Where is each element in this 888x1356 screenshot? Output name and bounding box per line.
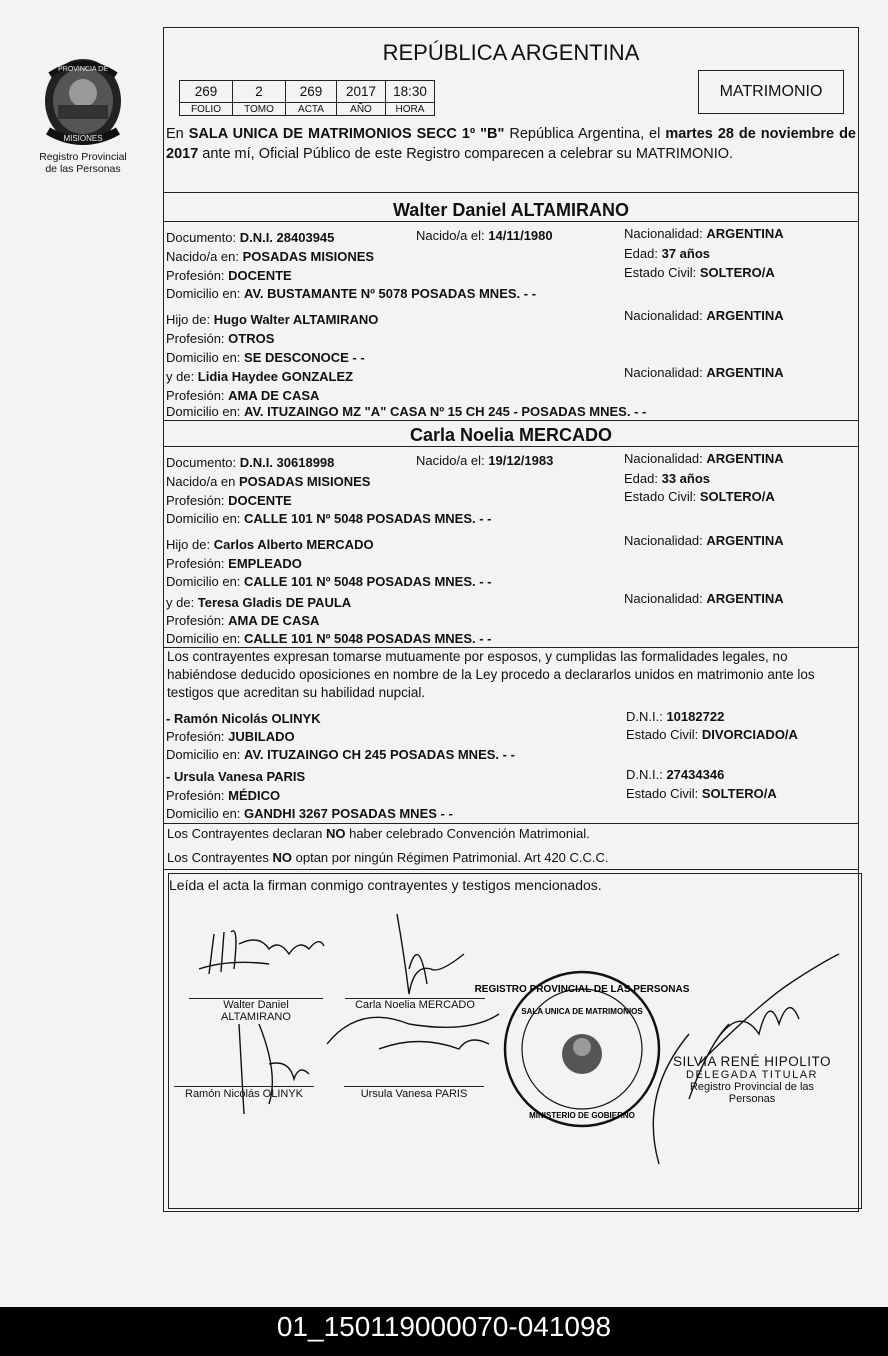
year-label: AÑO bbox=[337, 103, 386, 116]
spouse1-father-address: Domicilio en: SE DESCONOCE - - bbox=[166, 350, 365, 365]
province-seal-icon bbox=[38, 55, 128, 147]
record-meta-table bbox=[179, 80, 435, 116]
svg-text:SALA UNICA DE MATRIMONIOS: SALA UNICA DE MATRIMONIOS bbox=[521, 1007, 643, 1016]
spouse2-name: Carla Noelia MERCADO bbox=[409, 425, 613, 445]
spouse1-profession: Profesión: DOCENTE bbox=[166, 268, 292, 283]
witness2-civil-status: Estado Civil: SOLTERO/A bbox=[626, 786, 777, 801]
official-stamp-icon bbox=[475, 972, 690, 1126]
divider bbox=[164, 823, 858, 824]
convention-statement: Los Contrayentes declaran NO haber celebrado Convención Matrimonial. bbox=[167, 826, 590, 841]
spouse2-father-profession: Profesión: EMPLEADO bbox=[166, 556, 302, 571]
divider bbox=[164, 221, 858, 222]
svg-text:PROVINCIA DE: PROVINCIA DE bbox=[58, 66, 108, 73]
spouse2-nationality: Nacionalidad: ARGENTINA bbox=[624, 451, 784, 466]
sig1-label: Walter Daniel ALTAMIRANO bbox=[221, 999, 291, 1023]
registry-label: Registro Provincial de las Personas bbox=[39, 151, 127, 175]
certificate-frame bbox=[163, 27, 859, 1212]
spouse1-birthdate: Nacido/a el: 14/11/1980 bbox=[416, 228, 553, 243]
sig3-label: Ramón Nicolás OLINYK bbox=[185, 1088, 303, 1100]
folio-label: FOLIO bbox=[180, 103, 233, 116]
spouse1-age: Edad: 37 años bbox=[624, 246, 711, 261]
hour-label: HORA bbox=[386, 103, 435, 116]
signature-ursula bbox=[327, 1014, 499, 1049]
svg-text:MISIONES: MISIONES bbox=[63, 134, 103, 143]
spouse2-mother: y de: Teresa Gladis DE PAULA bbox=[166, 595, 352, 610]
acta-value: 269 bbox=[286, 81, 337, 103]
spouse2-mother-profession: Profesión: AMA DE CASA bbox=[166, 613, 320, 628]
svg-text:REGISTRO PROVINCIAL DE LAS PER: REGISTRO PROVINCIAL DE LAS PERSONAS bbox=[474, 984, 690, 995]
spouse1-civil-status: Estado Civil: SOLTERO/A bbox=[624, 265, 775, 280]
spouse1-name: Walter Daniel ALTAMIRANO bbox=[392, 200, 629, 220]
divider bbox=[164, 420, 858, 421]
divider bbox=[164, 446, 858, 447]
witness1-name: - Ramón Nicolás OLINYK bbox=[166, 711, 321, 726]
record-type-box: MATRIMONIO bbox=[698, 70, 844, 114]
acta-label: ACTA bbox=[286, 103, 337, 116]
intro-paragraph: En SALA UNICA DE MATRIMONIOS SECC 1º "B" República Argentina, el martes 28 de noviembre de 2017 ante mí, Oficial Público de este Registro comparecen a celebrar su MATRIMONIO. bbox=[166, 126, 856, 162]
svg-text:MINISTERIO DE GOBIERNO: MINISTERIO DE GOBIERNO bbox=[529, 1111, 635, 1120]
divider bbox=[164, 192, 858, 193]
witness2-profession: Profesión: MÉDICO bbox=[166, 788, 281, 803]
spouse1-father-profession: Profesión: OTROS bbox=[166, 331, 275, 346]
tomo-label: TOMO bbox=[233, 103, 286, 116]
spouse2-father-nationality: Nacionalidad: ARGENTINA bbox=[624, 533, 784, 548]
spouse2-address: Domicilio en: CALLE 101 Nº 5048 POSADAS MNES. - - bbox=[166, 511, 492, 526]
witness1-civil-status: Estado Civil: DIVORCIADO/A bbox=[626, 727, 798, 742]
sig2-label: Carla Noelia MERCADO bbox=[355, 999, 475, 1011]
spouse1-mother-nationality: Nacionalidad: ARGENTINA bbox=[624, 365, 784, 380]
spouse1-nationality: Nacionalidad: ARGENTINA bbox=[624, 226, 784, 241]
spouse1-document: Documento: D.N.I. 28403945 bbox=[166, 230, 335, 245]
spouse1-mother: y de: Lidia Haydee GONZALEZ bbox=[166, 369, 354, 384]
sig4-label: Ursula Vanesa PARIS bbox=[360, 1088, 468, 1100]
spouse2-document: Documento: D.N.I. 30618998 bbox=[166, 455, 335, 470]
official-block bbox=[672, 1054, 832, 1105]
signature-line bbox=[174, 1086, 314, 1087]
spouse2-birthplace: Nacido/a en POSADAS MISIONES bbox=[166, 474, 371, 489]
declaration-paragraph: Los contrayentes expresan tomarse mutuamente por esposos, y cumplidas las formalidades legales, no habiéndose deducido oposiciones en nombre de la Ley procedo a declararlos unidos en matrimonio ante los testigos que acreditan su habilidad nupcial. bbox=[167, 649, 815, 700]
signature-area bbox=[168, 873, 862, 1209]
witness2-dni: D.N.I.: 27434346 bbox=[626, 767, 725, 782]
regime-statement: Los Contrayentes NO optan por ningún Régimen Patrimonial. Art 420 C.C.C. bbox=[167, 850, 609, 865]
closing-statement: Leída el acta la firman conmigo contrayentes y testigos mencionados. bbox=[169, 877, 602, 893]
spouse2-mother-nationality: Nacionalidad: ARGENTINA bbox=[624, 591, 784, 606]
witness1-address: Domicilio en: AV. ITUZAINGO CH 245 POSADAS MNES. - - bbox=[166, 747, 515, 762]
spouse1-father-nationality: Nacionalidad: ARGENTINA bbox=[624, 308, 784, 323]
spouse1-address: Domicilio en: AV. BUSTAMANTE Nº 5078 POSADAS MNES. - - bbox=[166, 286, 537, 301]
spouse2-age: Edad: 33 años bbox=[624, 471, 711, 486]
signature-ramon bbox=[239, 1024, 309, 1114]
official-org: Registro Provincial de las Personas bbox=[689, 1081, 815, 1105]
signature-line bbox=[344, 1086, 484, 1087]
spouse2-profession: Profesión: DOCENTE bbox=[166, 493, 292, 508]
spouse1-father: Hijo de: Hugo Walter ALTAMIRANO bbox=[166, 312, 379, 327]
spouse2-civil-status: Estado Civil: SOLTERO/A bbox=[624, 489, 775, 504]
year-value: 2017 bbox=[337, 81, 386, 103]
witness1-profession: Profesión: JUBILADO bbox=[166, 729, 295, 744]
divider bbox=[164, 869, 858, 870]
spouse1-birthplace: Nacido/a en: POSADAS MISIONES bbox=[166, 249, 375, 264]
spouse1-mother-profession: Profesión: AMA DE CASA bbox=[166, 388, 320, 403]
registry-logo bbox=[28, 55, 138, 175]
signature-walter bbox=[199, 931, 324, 974]
spouse2-father-address: Domicilio en: CALLE 101 Nº 5048 POSADAS MNES. - - bbox=[166, 574, 492, 589]
handwritten-signatures bbox=[169, 874, 859, 1204]
witness2-address: Domicilio en: GANDHI 3267 POSADAS MNES - - bbox=[166, 806, 453, 821]
spouse1-mother-address: Domicilio en: AV. ITUZAINGO MZ "A" CASA Nº 15 CH 245 - POSADAS MNES. - - bbox=[166, 404, 647, 419]
witness2-name: - Ursula Vanesa PARIS bbox=[166, 769, 306, 784]
official-role: DELEGADA TITULAR bbox=[686, 1069, 818, 1081]
spouse2-birthdate: Nacido/a el: 19/12/1983 bbox=[416, 453, 554, 468]
witness1-dni: D.N.I.: 10182722 bbox=[626, 709, 725, 724]
hour-value: 18:30 bbox=[386, 81, 435, 103]
signature-carla bbox=[397, 914, 464, 994]
spouse2-mother-address: Domicilio en: CALLE 101 Nº 5048 POSADAS MNES. - - bbox=[166, 631, 492, 646]
spouse2-father: Hijo de: Carlos Alberto MERCADO bbox=[166, 537, 374, 552]
official-name: SILVIA RENÉ HIPOLITO bbox=[672, 1054, 832, 1069]
folio-value: 269 bbox=[180, 81, 233, 103]
document-id-footer: 01_150119000070-041098 bbox=[0, 1307, 888, 1356]
tomo-value: 2 bbox=[233, 81, 286, 103]
page-title: REPÚBLICA ARGENTINA bbox=[382, 40, 640, 65]
